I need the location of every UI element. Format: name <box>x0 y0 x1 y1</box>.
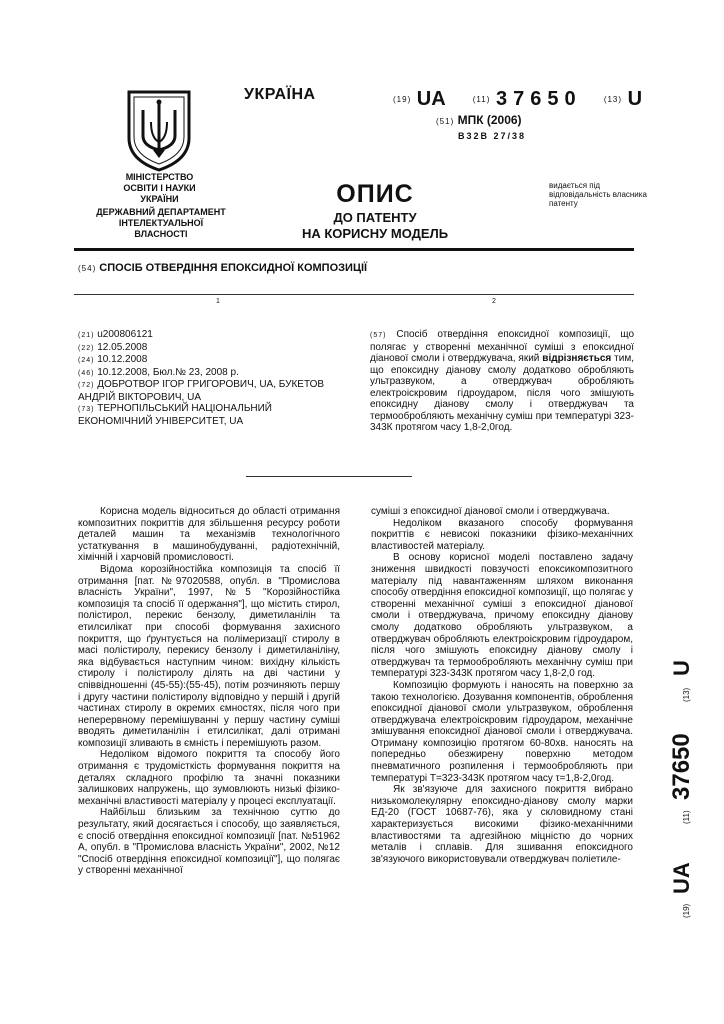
paragraph: Недоліком вказаного способу формування покриттів є невисокі показники фізико-механічних властивостей матеріалу. <box>371 517 633 552</box>
side-code-number-code: (11) <box>682 810 691 824</box>
patent-kind: U <box>627 88 643 110</box>
department-name: ДЕРЖАВНИЙ ДЕПАРТАМЕНТ ІНТЕЛЕКТУАЛЬНОЇ ВЛАСНОСТІ <box>96 207 226 239</box>
ipc-class: B32B 27/38 <box>458 131 527 141</box>
header-divider <box>74 248 634 251</box>
paragraph: В основу корисної моделі поставлено задачу зниження швидкості повзучості епоксикомпозитного матеріалу під навантаженням шляхом виконання способу отвердіння епоксидної композиції, що полягає у створенні механічної суміші з епоксидної діанової смоли і отверджувача, причому епоксидну діанову смолу додатково обробляють ультразвуком, а отверджувач обробляють електроіскровим гідроударом, після чого змішують епоксидну діанову смолу і отверджувач та термообробляють механічну суміш при температурі 323-343К протягом часу 1,8-2,0 год. <box>371 552 633 680</box>
code-57: (57) <box>370 332 387 339</box>
invention-title <box>78 262 367 274</box>
document-title: ОПИС <box>336 180 414 208</box>
abstract-claim <box>370 329 634 434</box>
column-number-2: 2 <box>492 298 496 305</box>
ministry-name: МІНІСТЕРСТВО ОСВІТИ І НАУКИ УКРАЇНИ <box>123 172 196 204</box>
side-code-country: UA <box>669 862 694 894</box>
section-divider <box>246 476 412 477</box>
country-name: УКРАЇНА <box>244 86 316 103</box>
paragraph: Відома корозійностійка композиція та спосіб її отримання [пат. №97020588, опубл. в "Промислова власність України", 1997, №5 "Корозійностійка композиція та спосіб її одержання"], що містить стирол, полістирол, перекис бензолу, диметиланілін та етилсилікат при способі формування захисного покриття, що ґрунтується на полімеризації стиролу в масі полістиролу, перекису бензолу і диметиланіліну, яка відбувається наступним чином: вихідну кількість стиролу і полістиролу ділять на дві частини у співвідношенні (45-55):(55-45), потім розчиняють першу і другу частини полістиролу відповідно у першій і другій частинах стиролу в окремих ємностях, після чого при неперервному перемішуванні у першу частину суміші вводять диметиланілін і етилсилікат, далі отримані композиції зливають в ємність і перемішують разом. <box>78 563 340 749</box>
code-11: (11) <box>472 95 491 105</box>
side-code-prefix: (19) <box>682 903 691 918</box>
coat-of-arms-emblem <box>123 88 195 172</box>
issued-note: видається під відповідальність власника патенту <box>549 181 647 208</box>
description-right-column <box>371 506 633 865</box>
side-code-kind: U <box>669 660 694 676</box>
biblio-row: (21) u200806121 <box>78 329 153 340</box>
paragraph: Недоліком відомого покриття та способу його отримання є трудомісткість формування покриття на деталях складного профілю та значні показники залишкових напружень, що зумовлюють низькі фізико-механічні властивості матеріалу у процесі експлуатації. <box>78 749 340 807</box>
code-51: (51) <box>436 117 455 126</box>
column-number-1: 1 <box>216 298 220 305</box>
biblio-row: (73) ТЕРНОПІЛЬСЬКИЙ НАЦІОНАЛЬНИЙ ЕКОНОМІЧНИЙ УНІВЕРСИТЕТ, UA <box>78 403 272 427</box>
country-code: UA <box>416 88 445 110</box>
mpk-line <box>436 113 522 127</box>
document-subtitle-2: НА КОРИСНУ МОДЕЛЬ <box>301 226 449 241</box>
title-divider <box>74 294 634 295</box>
document-subtitle-1: ДО ПАТЕНТУ <box>333 210 417 225</box>
code-19: (19) <box>393 95 412 105</box>
biblio-row: (72) ДОБРОТВОР ІГОР ГРИГОРОВИЧ, UA, БУКЕТОВ АНДРІЙ ВІКТОРОВИЧ, UA <box>78 379 325 403</box>
patent-id-line <box>393 88 642 111</box>
side-code-kind-code: (13) <box>682 687 691 702</box>
code-13: (13) <box>603 95 623 105</box>
biblio-row: (46) 10.12.2008, Бюл.№ 23, 2008 р. <box>78 366 239 378</box>
mpk-label: МПК (2006) <box>457 113 522 127</box>
abstract-part-2: тим, що епоксидну діанову смолу додатково обробляють ультразвуком, а отверджувач обробляють електроіскровим гідроударом, після чого змішують епоксидну діанову смолу і отверджувач та термообробляють механічну суміш при температурі 323-343К протягом часу 1,8-2,0год. <box>370 353 634 433</box>
code-54: (54) <box>78 264 97 273</box>
description-left-column <box>78 506 340 877</box>
invention-title-text: СПОСІБ ОТВЕРДІННЯ ЕПОКСИДНОЇ КОМПОЗИЦІЇ <box>99 262 368 274</box>
paragraph: Найбільш близьким за технічною суттю до результату, який досягається і способу, що заявляється, є спосіб отвердіння епоксидної композиції [пат. №51962 А, опубл. в "Промислова власність України", 2002, №12 "Спосіб отвердіння епоксидної композиції"], що полягає у створенні механічної <box>78 807 340 877</box>
patent-number: 37650 <box>495 88 582 110</box>
paragraph: Корисна модель відноситься до області отримання композитних покриттів для збільшення ресурсу роботи деталей машин та механізмів технологічного устаткування в машинобудуванні, радіотехнічній, хімічній і харчовій промисловості. <box>78 506 340 564</box>
bibliographic-data <box>78 329 340 427</box>
paragraph: суміші з епоксидної діанової смоли і отверджувача. <box>371 506 610 517</box>
biblio-row: (24) 10.12.2008 <box>78 354 148 365</box>
paragraph: Як зв'язуюче для захисного покриття вибрано низькомолекулярну епоксидно-діанову смолу марки ЕД-20 (ГОСТ 10687-76), яка у скловидному стані характеризується високими фізико-механічними властивостями та адгезійною міцністю до чорних металів і сплавів. Для зшивання епоксидного зв'язуючого використовували отверджувач поліетиле- <box>371 784 633 865</box>
paragraph: Композицію формують і наносять на поверхню за такою технологією. Дозування компонентів, оброблення епоксидної діанової смоли ультразвуком, оброблення отверджувача електроіскровим гідроударом, механічне змішування епоксидної діанової смоли і отверджувача. Отриману композицію протягом 60-80хв. наносять на попередньо обезжирену поверхню методом пневматичного розпилення і термообробляють при температурі Т=323-343К протягом часу τ=1,8-2,0год. <box>371 679 633 784</box>
abstract-bold-term: відрізняється <box>542 353 612 364</box>
abstract-part-1: Спосіб отвердіння епоксидної композиції, що полягає у створенні механічної суміші з епоксидної діанової смоли і отверджувача, який <box>370 329 634 364</box>
side-patent-code <box>611 590 724 920</box>
side-code-number: 37650 <box>668 733 695 800</box>
biblio-row: (22) 12.05.2008 <box>78 341 148 353</box>
